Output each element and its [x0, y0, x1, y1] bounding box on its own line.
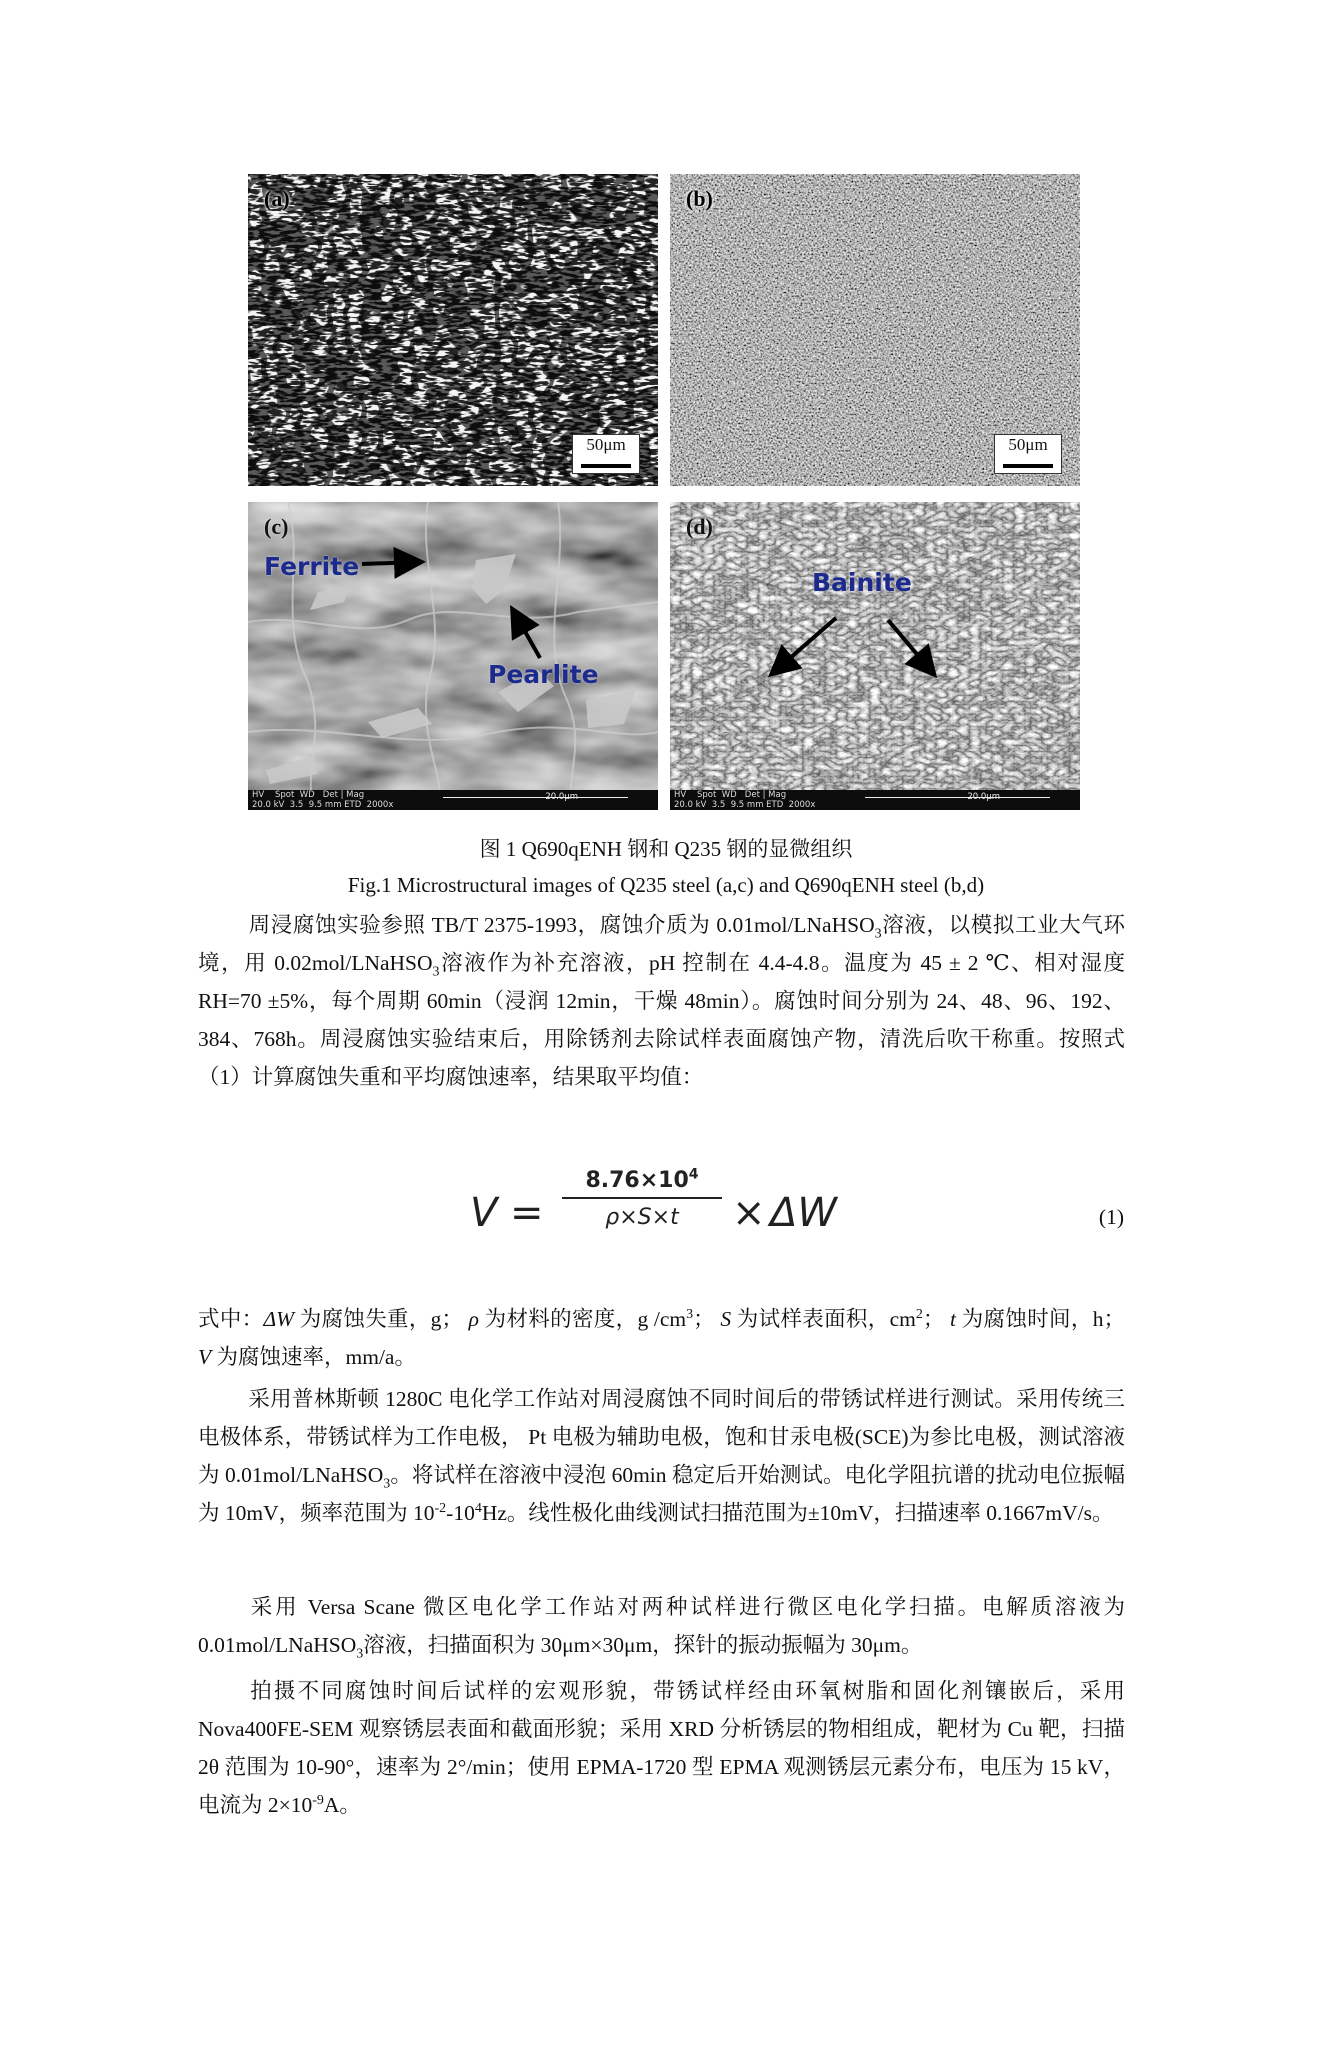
formula-lhs: V	[470, 1190, 498, 1236]
p2-text-c: 为材料的密度，g /cm	[478, 1307, 687, 1331]
sem-info-bar-c	[248, 790, 658, 810]
p3-text-a: 采用普林斯顿 1280C 电化学工作站对周浸腐蚀不同时间后的带锈试样进行测试。采用传统三电极体系，带锈试样为工作电极， Pt 电极为辅助电极，饱和甘汞电极(SCE)为参比电极，测试溶液为 0.01mol/LNaHSO	[198, 1387, 1125, 1487]
p5-text-b: A。	[323, 1793, 361, 1817]
p2-text-h: 为腐蚀速率，mm/a。	[211, 1345, 416, 1369]
p2-text-e: 为试样表面积，cm	[731, 1307, 916, 1331]
sem-info-c: HV Spot WD Det | Mag 20.0 kV 3.5 9.5 mm ETD 2000x	[252, 790, 394, 810]
p4-text-a: 采用 Versa Scane 微区电化学工作站对两种试样进行微区电化学扫描。电解质溶液为 0.01mol/LNaHSO	[198, 1595, 1125, 1657]
sem-info-bar-d	[670, 790, 1080, 810]
p1-sub-3b: 3	[432, 964, 440, 980]
annotation-bainite: Bainite	[812, 568, 912, 597]
paragraph-experiment	[198, 906, 1125, 1096]
p5-text-a: 拍摄不同腐蚀时间后试样的宏观形貌，带锈试样经由环氧树脂和固化剂镶嵌后，采用 Nova400FE-SEM 观察锈层表面和截面形貌；采用 XRD 分析锈层的物相组成，靶材为 Cu 靶，扫描 2θ 范围为 10-90°，速率为 2°/min；使用 EPMA-1720 型 EPMA 观测锈层元素分布，电压为 15 kV，电流为 2×10	[198, 1679, 1125, 1817]
p2-t: t	[950, 1307, 957, 1331]
p3-text-c: -10	[446, 1501, 475, 1525]
p2-text-g: 为腐蚀时间，h；	[956, 1307, 1125, 1331]
p2-s: S	[720, 1307, 732, 1331]
p3-text-d: Hz。线性极化曲线测试扫描范围为±10mV，扫描速率 0.1667mV/s。	[481, 1501, 1114, 1525]
p2-sup-3: 3	[686, 1306, 694, 1322]
annotation-arrows-c	[248, 502, 658, 810]
fraction-bar	[562, 1197, 722, 1199]
formula-numerator-base: 8.76×10	[585, 1168, 689, 1193]
p1-sub-3a: 3	[874, 926, 882, 942]
paragraph-electrochem	[198, 1380, 1125, 1532]
paragraph-symbols	[198, 1300, 1125, 1376]
p2-sup-2: 2	[915, 1306, 923, 1322]
p2-text-b: 为腐蚀失重，g；	[294, 1307, 469, 1331]
paragraph-morphology	[198, 1672, 1125, 1824]
micrograph-b	[670, 174, 1080, 486]
formula-fraction	[562, 1168, 722, 1230]
figure-caption-cn: 图 1 Q690qENH 钢和 Q235 钢的显微组织	[479, 837, 853, 861]
p2-text-a: 式中：	[198, 1307, 264, 1331]
panel-label-a: (a)	[264, 186, 290, 211]
sem-span-line-c	[443, 797, 628, 798]
p4-text-b: 溶液，扫描面积为 30μm×30μm，探针的振动振幅为 30μm。	[363, 1633, 923, 1657]
sem-image-c	[248, 502, 658, 810]
scale-bar-a-line	[581, 464, 631, 468]
annotation-pearlite: Pearlite	[488, 660, 599, 689]
p3-text-b: 。将试样在溶液中浸泡 60min 稳定后开始测试。电化学阻抗谱的扰动电位振幅为 10mV，频率范围为 10	[198, 1463, 1126, 1525]
formula-rhs: ΔW	[770, 1190, 837, 1236]
p1-text-c: 溶液作为补充溶液，pH 控制在 4.4-4.8。温度为 45 ± 2 ℃、相对湿度 RH=70 ±5%，每个周期 60min（浸润 12min，干燥 48min）。腐蚀时间分别为 24、48、96、192、384、768h。周浸腐蚀实验结束后，用除锈剂去除试样表面腐蚀产物，清洗后吹干称重。按照式（1）计算腐蚀失重和平均腐蚀速率，结果取平均值：	[198, 951, 1125, 1089]
p3-sub-3: 3	[383, 1476, 391, 1492]
annotation-ferrite: Ferrite	[264, 552, 360, 581]
p3-exp-1: -2	[434, 1500, 447, 1516]
scale-bar-b-line	[1003, 464, 1053, 468]
p4-sub-3: 3	[356, 1646, 364, 1662]
p2-dw: ΔW	[263, 1307, 295, 1331]
p1-text-b: 溶液，以模拟工业大气环境，用 0.02mol/LNaHSO	[198, 913, 1125, 975]
equation-number: (1)	[1098, 1205, 1124, 1229]
sem-info-d: HV Spot WD Det | Mag 20.0 kV 3.5 9.5 mm ETD 2000x	[674, 790, 816, 810]
p2-rho: ρ	[468, 1307, 479, 1331]
sem-span-line-d	[865, 797, 1050, 798]
p2-v: V	[198, 1345, 212, 1369]
scale-bar-a	[572, 434, 640, 474]
p2-text-f: ；	[922, 1307, 951, 1331]
scale-bar-a-label: 50μm	[586, 435, 626, 454]
panel-label-b: (b)	[686, 186, 713, 211]
scale-bar-b-label: 50μm	[1008, 435, 1048, 454]
p3-exp-2: 4	[474, 1500, 482, 1516]
p1-text-a: 周浸腐蚀实验参照 TB/T 2375-1993，腐蚀介质为 0.01mol/LNaHSO	[248, 913, 875, 937]
p5-exp: -9	[312, 1792, 324, 1808]
panel-label-c: (c)	[264, 514, 289, 539]
formula-times: ×	[732, 1190, 766, 1236]
formula-equals: =	[510, 1190, 544, 1236]
figure-caption-en: Fig.1 Microstructural images of Q235 steel (a,c) and Q690qENH steel (b,d)	[347, 873, 985, 897]
formula-numerator	[562, 1168, 722, 1193]
p2-text-d: ；	[693, 1307, 721, 1331]
scale-bar-b	[994, 434, 1062, 474]
sem-image-d	[670, 502, 1080, 810]
sem-span-c: 20.0μm	[545, 792, 578, 802]
formula-denominator: ρ×S×t	[605, 1205, 679, 1230]
formula-numerator-exp: 4	[688, 1166, 699, 1183]
paragraph-micro-scan	[198, 1588, 1125, 1664]
annotation-arrows-d	[670, 502, 1080, 810]
panel-label-d: (d)	[686, 514, 713, 539]
micrograph-a	[248, 174, 658, 486]
sem-span-d: 20.0μm	[967, 792, 1000, 802]
